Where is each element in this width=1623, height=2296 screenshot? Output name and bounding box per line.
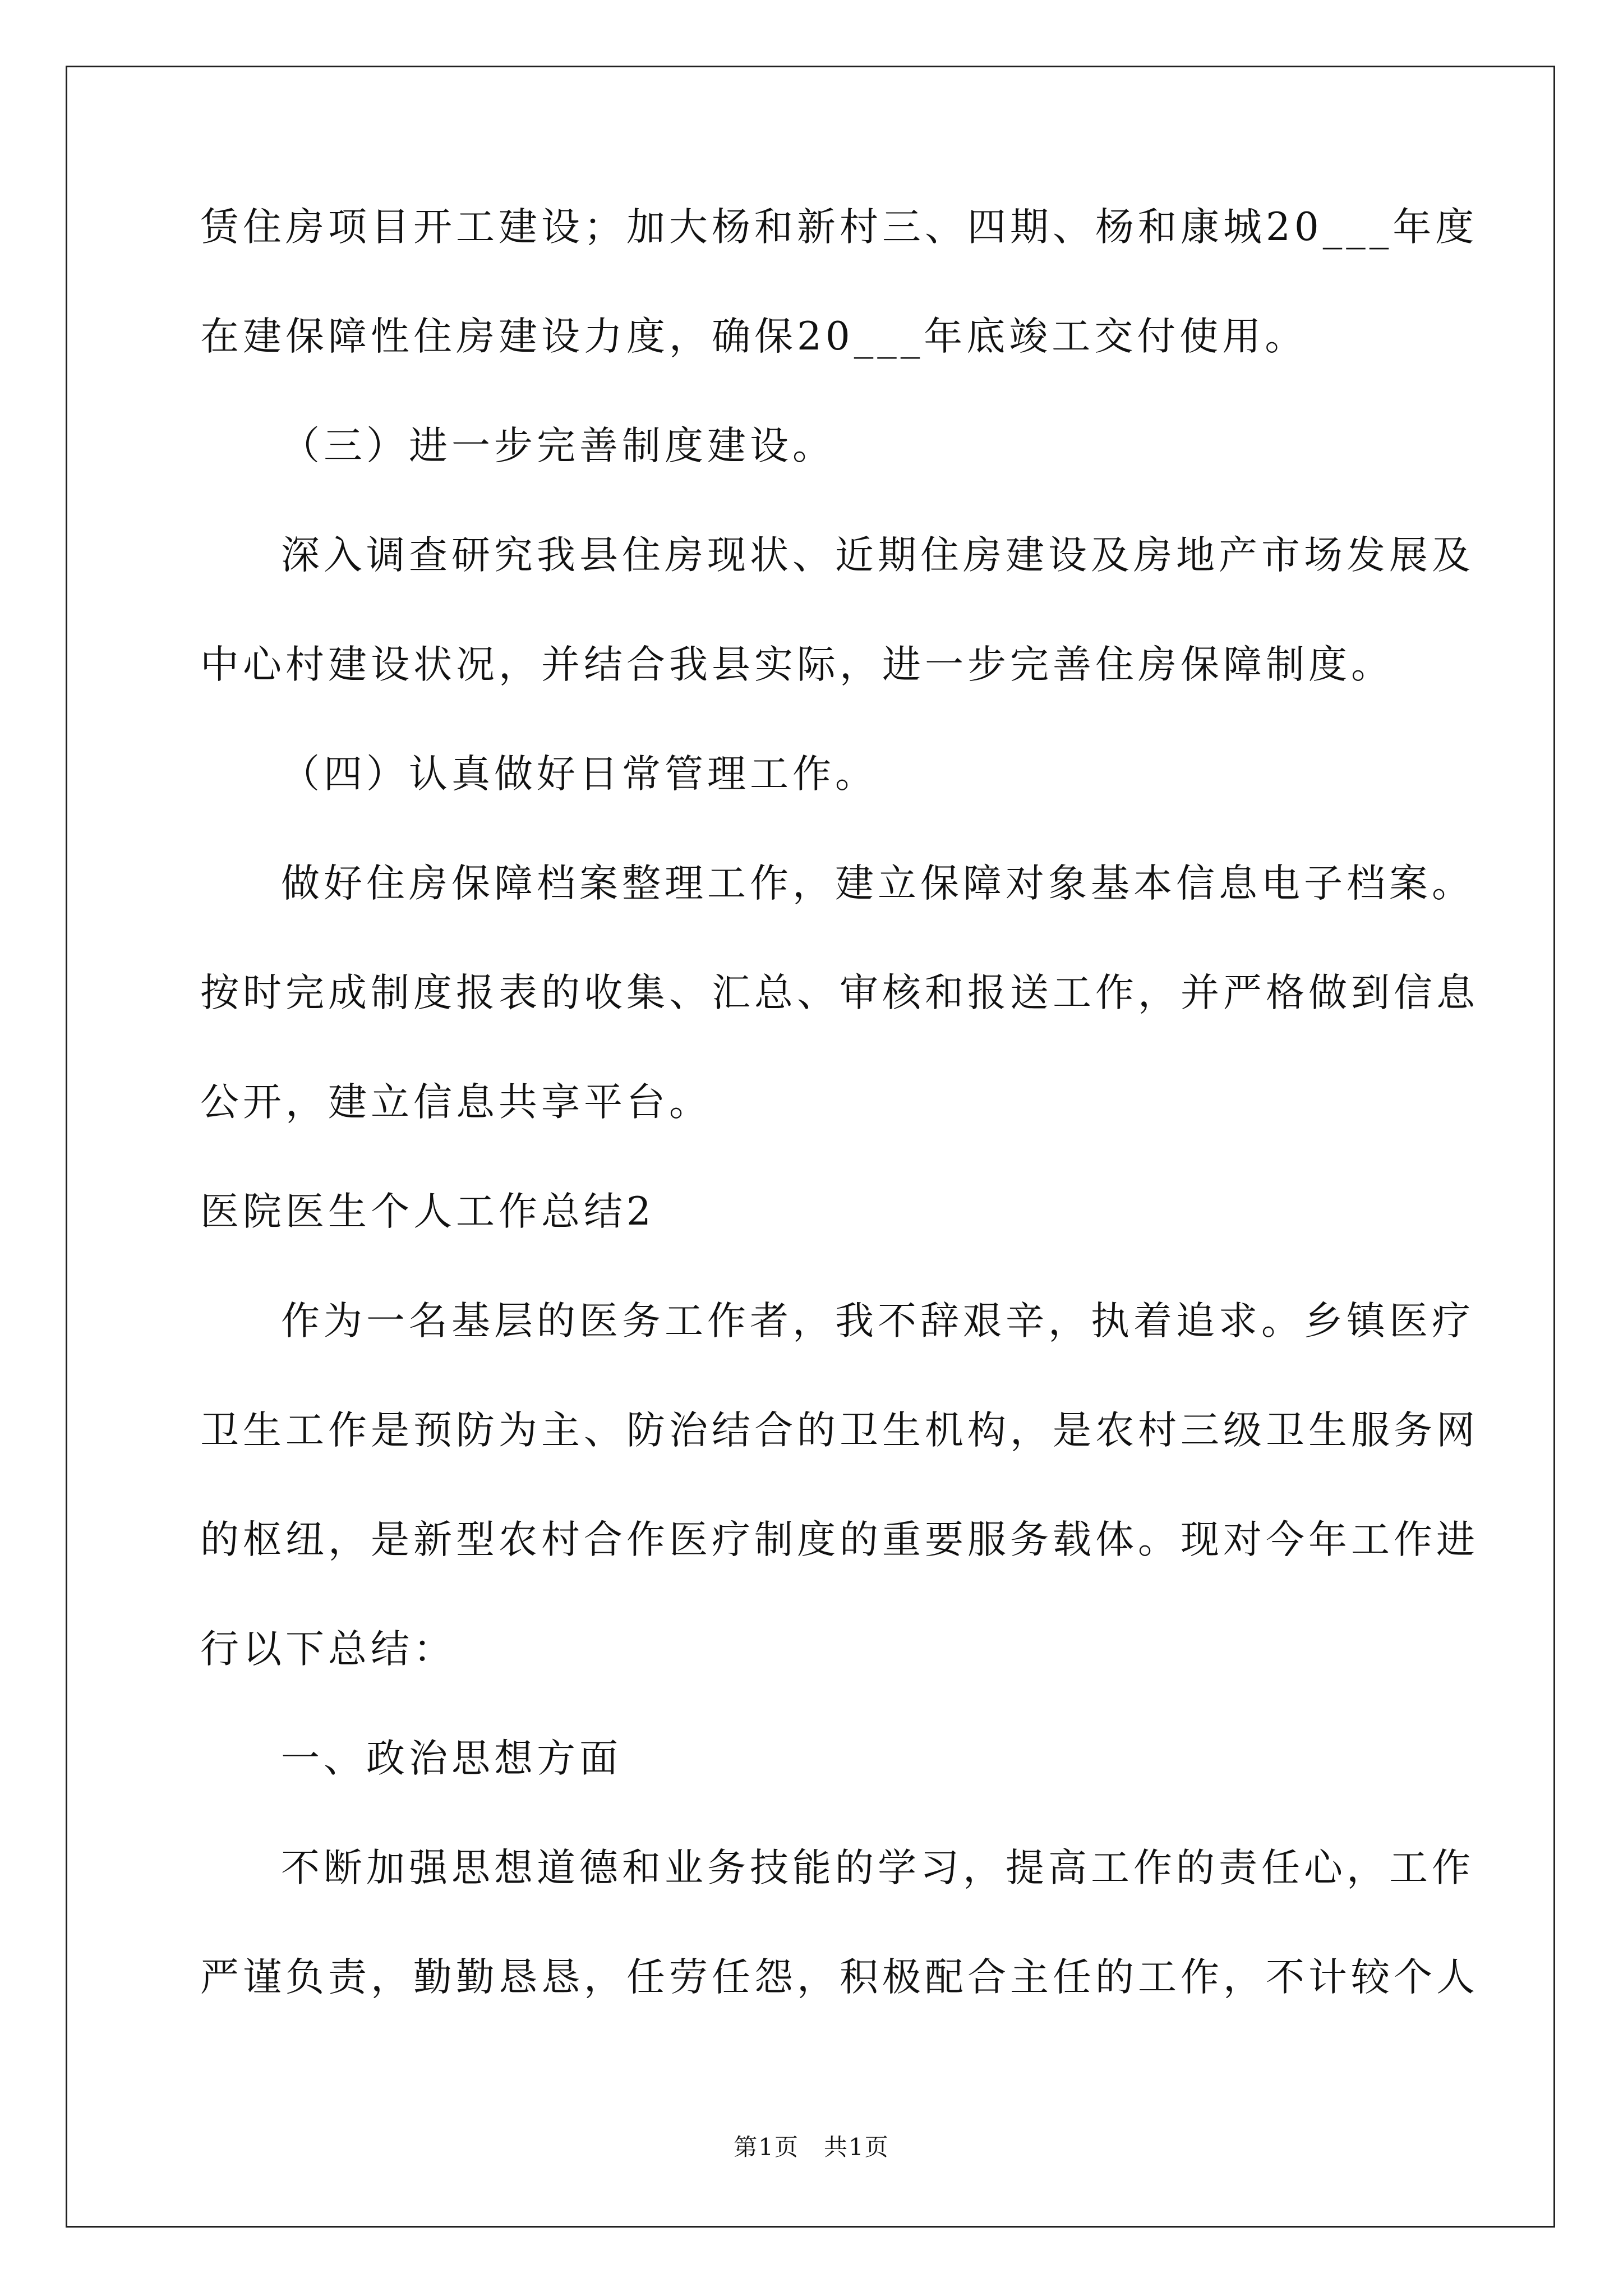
text-line: 按时完成制度报表的收集、汇总、审核和报送工作，并严格做到信息 [200,970,1479,1015]
page-border [66,66,1555,2228]
text-line: 中心村建设状况，并结合我县实际，进一步完善住房保障制度。 [200,642,1394,687]
section-heading: （四）认真做好日常管理工作。 [281,752,878,797]
text-line: 严谨负责，勤勤恳恳，任劳任怨，积极配合主任的工作，不计较个人 [200,1955,1479,2000]
document-title: 医院医生个人工作总结2 [200,1189,655,1234]
page-footer: 第1页 共1页 [734,2133,889,2161]
text-line: 卫生工作是预防为主、防治结合的卫生机构，是农村三级卫生服务网 [200,1408,1479,1453]
text-line: 深入调查研究我县住房现状、近期住房建设及房地产市场发展及 [281,533,1474,578]
text-line: 做好住房保障档案整理工作，建立保障对象基本信息电子档案。 [281,861,1474,906]
text-line: 的枢纽，是新型农村合作医疗制度的重要服务载体。现对今年工作进 [200,1517,1479,1562]
text-line: 行以下总结： [200,1627,456,1672]
section-heading: 一、政治思想方面 [281,1736,622,1781]
section-heading: （三）进一步完善制度建设。 [281,424,835,468]
text-line: 赁住房项目开工建设；加大杨和新村三、四期、杨和康城20___年度 [200,205,1478,250]
text-line: 公开，建立信息共享平台。 [200,1080,712,1125]
text-line: 作为一名基层的医务工作者，我不辞艰辛，执着追求。乡镇医疗 [281,1299,1474,1343]
text-line: 不断加强思想道德和业务技能的学习，提高工作的责任心，工作 [281,1846,1474,1890]
text-line: 在建保障性住房建设力度，确保20___年底竣工交付使用。 [200,314,1308,359]
